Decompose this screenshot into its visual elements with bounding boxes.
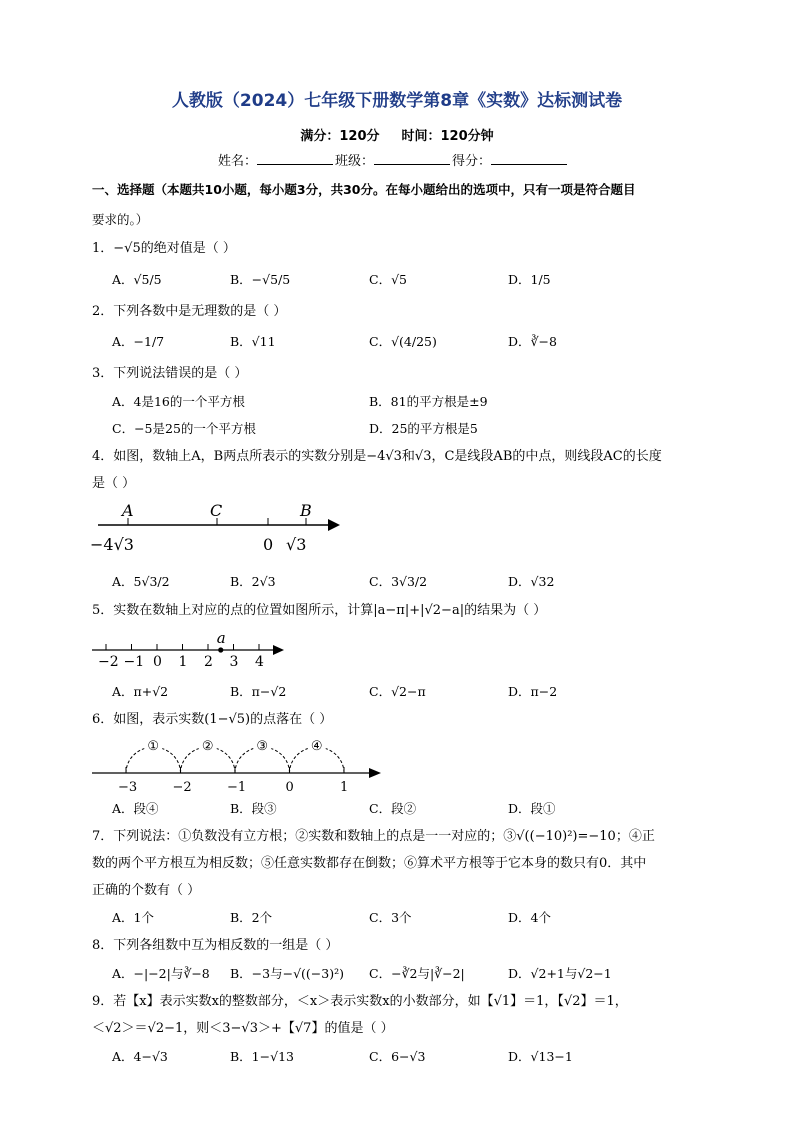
question-9: 9．若【x】表示实数x的整数部分，＜x＞表示实数x的小数部分，如【√1】＝1，【√2】＝1， bbox=[92, 994, 628, 1009]
q4-option-b[interactable]: B．2√3 bbox=[230, 574, 276, 589]
q4-label-0: 0 bbox=[263, 535, 274, 554]
class-field[interactable] bbox=[374, 152, 450, 165]
q5-option-b[interactable]: B．π−√2 bbox=[230, 684, 287, 699]
q6-tick-label: 0 bbox=[285, 780, 294, 795]
q1-option-d[interactable]: D．1/5 bbox=[508, 272, 551, 287]
q7-option-a[interactable]: A．1个 bbox=[112, 910, 154, 925]
section1-heading-cont: 要求的。） bbox=[92, 212, 149, 227]
q7-option-c[interactable]: C．3个 bbox=[369, 910, 412, 925]
q6-option-b[interactable]: B．段③ bbox=[230, 801, 277, 816]
full-score: 满分：120分 bbox=[300, 129, 380, 144]
q5-number-line bbox=[88, 628, 298, 670]
q6-arc-label: ① bbox=[147, 739, 160, 754]
q9-option-a[interactable]: A．4−√3 bbox=[112, 1049, 168, 1064]
class-label: 班级： bbox=[335, 154, 375, 169]
q6-tick-label: −3 bbox=[118, 780, 138, 795]
q5-option-a[interactable]: A．π+√2 bbox=[112, 684, 169, 699]
q8-option-d[interactable]: D．√2+1与√2−1 bbox=[508, 966, 612, 981]
q1-option-a[interactable]: A．√5/5 bbox=[112, 272, 162, 287]
q4-point-a: A bbox=[122, 501, 134, 520]
student-info bbox=[218, 150, 569, 169]
name-field[interactable] bbox=[257, 152, 333, 165]
q9-option-d[interactable]: D．√13−1 bbox=[508, 1049, 573, 1064]
question-7-cont: 数的两个平方根互为相反数；⑤任意实数都存在倒数；⑥算术平方根等于它本身的数只有0．其中 bbox=[92, 856, 647, 871]
q6-option-c[interactable]: C．段② bbox=[369, 801, 417, 816]
q9-option-c[interactable]: C．6−√3 bbox=[369, 1049, 426, 1064]
q6-axis-arrow bbox=[369, 768, 381, 778]
q4-axis-arrow bbox=[328, 519, 340, 531]
q5-tick-label: 4 bbox=[255, 654, 264, 670]
exam-time: 时间：120分钟 bbox=[401, 129, 494, 144]
question-9-cont: ＜√2＞＝√2−1，则＜3−√3＞+【√7】的值是（ ） bbox=[92, 1021, 394, 1036]
q9-option-b[interactable]: B．1−√13 bbox=[230, 1049, 294, 1064]
question-7: 7．下列说法：①负数没有立方根；②实数和数轴上的点是一一对应的；③√((−10)²)=−10；④正 bbox=[92, 829, 655, 844]
q6-option-a[interactable]: A．段④ bbox=[112, 801, 159, 816]
q5-ticks bbox=[98, 644, 264, 670]
section1-heading: 一、选择题（本题共10小题，每小题3分，共30分。在每小题给出的选项中，只有一项是符合题目 bbox=[92, 182, 636, 197]
question-2: 2．下列各数中是无理数的是（ ） bbox=[92, 304, 287, 319]
q4-label-b: √3 bbox=[286, 535, 307, 554]
q4-option-c[interactable]: C．3√3/2 bbox=[369, 574, 428, 589]
q6-ticks bbox=[118, 767, 348, 795]
q2-option-b[interactable]: B．√11 bbox=[230, 334, 276, 349]
q2-option-c[interactable]: C．√(4/25) bbox=[369, 334, 437, 349]
page-title: 人教版（2024）七年级下册数学第8章《实数》达标测试卷 bbox=[171, 91, 623, 111]
q4-option-a[interactable]: A．5√3/2 bbox=[112, 574, 170, 589]
q6-number-line bbox=[88, 733, 388, 795]
q1-option-c[interactable]: C．√5 bbox=[369, 272, 407, 287]
q5-axis-arrow bbox=[273, 645, 284, 655]
q6-option-d[interactable]: D．段① bbox=[508, 801, 556, 816]
question-4-cont: 是（ ） bbox=[92, 476, 136, 491]
q8-option-a[interactable]: A．−|−2|与∛−8 bbox=[112, 966, 210, 981]
question-7-cont2: 正确的个数有（ ） bbox=[92, 883, 201, 898]
q6-arc-label: ④ bbox=[310, 739, 323, 754]
q6-tick-label: −1 bbox=[227, 780, 247, 795]
q8-option-c[interactable]: C．−∛2与|∛−2| bbox=[369, 966, 465, 981]
q6-arc-label: ③ bbox=[256, 739, 269, 754]
q6-arc-label: ② bbox=[201, 739, 214, 754]
question-3: 3．下列说法错误的是（ ） bbox=[92, 366, 248, 381]
q4-number-line bbox=[88, 498, 348, 562]
q3-option-c[interactable]: C．−5是25的一个平方根 bbox=[112, 421, 256, 436]
q3-option-a[interactable]: A．4是16的一个平方根 bbox=[112, 394, 245, 409]
question-5: 5．实数在数轴上对应的点的位置如图所示，计算|a−π|+|√2−a|的结果为（ ） bbox=[92, 603, 547, 618]
q5-point-label: a bbox=[216, 629, 226, 647]
q6-tick-label: 1 bbox=[340, 780, 349, 795]
q5-tick-label: −2 bbox=[98, 654, 119, 670]
q5-tick-label: 3 bbox=[229, 654, 239, 670]
q4-label-a: −4√3 bbox=[90, 535, 134, 554]
q5-point-dot bbox=[218, 647, 223, 652]
q7-option-d[interactable]: D．4个 bbox=[508, 910, 551, 925]
q6-tick-label: −2 bbox=[172, 780, 192, 795]
q5-option-d[interactable]: D．π−2 bbox=[508, 684, 558, 699]
q5-tick-label: −1 bbox=[123, 654, 145, 670]
grade-label: 得分： bbox=[452, 154, 492, 169]
q2-option-d[interactable]: D．∛−8 bbox=[508, 334, 557, 349]
q5-tick-label: 0 bbox=[153, 654, 162, 670]
question-8: 8．下列各组数中互为相反数的一组是（ ） bbox=[92, 938, 339, 953]
q8-option-b[interactable]: B．−3与−√((−3)²) bbox=[230, 966, 344, 981]
question-4: 4．如图，数轴上A，B两点所表示的实数分别是−4√3和√3，C是线段AB的中点，则线段AC的长度 bbox=[92, 449, 662, 464]
question-1: 1．−√5的绝对值是（ ） bbox=[92, 241, 236, 256]
q4-point-c: C bbox=[210, 501, 223, 520]
q2-option-a[interactable]: A．−1/7 bbox=[112, 334, 165, 349]
q3-option-d[interactable]: D．25的平方根是5 bbox=[369, 421, 478, 436]
q3-option-b[interactable]: B．81的平方根是±9 bbox=[369, 394, 488, 409]
q4-point-b: B bbox=[300, 501, 312, 520]
q4-option-d[interactable]: D．√32 bbox=[508, 574, 555, 589]
name-label: 姓名： bbox=[218, 154, 258, 169]
grade-field[interactable] bbox=[491, 152, 567, 165]
q1-option-b[interactable]: B．−√5/5 bbox=[230, 272, 291, 287]
question-6: 6．如图，表示实数(1−√5)的点落在（ ） bbox=[92, 712, 333, 727]
exam-meta bbox=[0, 125, 794, 144]
q5-tick-label: 1 bbox=[178, 654, 188, 670]
q5-option-c[interactable]: C．√2−π bbox=[369, 684, 426, 699]
q5-tick-label: 2 bbox=[204, 654, 213, 670]
q7-option-b[interactable]: B．2个 bbox=[230, 910, 273, 925]
